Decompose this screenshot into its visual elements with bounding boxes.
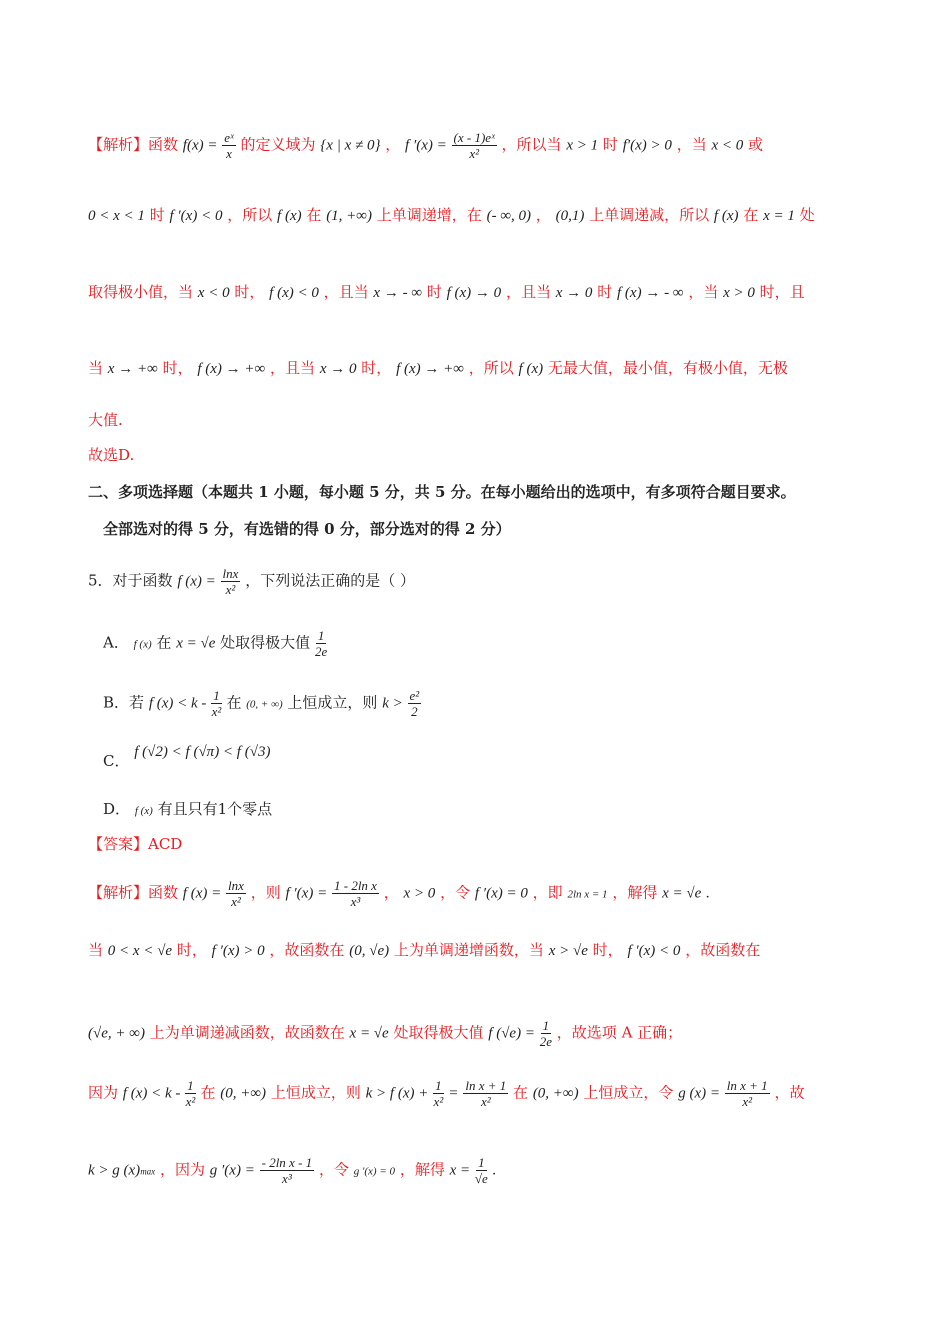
option-b: B．若 f (x) < k - $\frac{1}{\text{x²}}$ 在 (0, + ∞) 上恒成立，则 k > $\frac{\text{e²}}{2}$ (103, 688, 420, 719)
analysis2-line5: k > g (x)max ，因为 g ′(x) = $\frac{\text{- 2ln x - 1}}{\text{x³}}$ ，令 g ′(x) = 0 ，解得 x = $\frac{1}{√e}$ . (88, 1155, 497, 1186)
answer: 【答案】ACD (88, 835, 183, 853)
math-expr: x < 0 (711, 137, 744, 154)
analysis2-line1: 【解析】函数 f (x) = $\frac{\ln x}{\text{x²}}$ ，则 f ′(x) = $\frac{\text{1 - 2ln x}}{\text{x³}}$ ， x > 0 ，令 f ′(x) = 0 ，即 2ln x = 1 ，解得 x = √e . (88, 878, 710, 909)
fraction: $\frac{\ln x}{\text{x²}}$ (222, 566, 239, 597)
fraction: $\frac{\text{1 - 2ln x}}{\text{x³}}$ (333, 878, 377, 909)
fraction: $\frac{1}{2e}$ (314, 628, 328, 659)
math-expr: f′(x) > 0 (622, 137, 672, 154)
fraction: $\frac{\text{ln x + 1}}{\text{x²}}$ (726, 1078, 768, 1109)
analysis1-line4: 当 x → +∞ 时， f (x) → +∞ ，且当 x → 0 时， f (x) → +∞ ，所以 f (x) 无最大值，最小值，有极小值，无极 (88, 359, 788, 377)
fraction: $\frac{\text{eˣ}}{x}$ (224, 130, 234, 161)
analysis1-line2: 0 < x < 1 时 f ′(x) < 0 ，所以 f (x) 在 (1, +∞) 上单调递增，在 (- ∞, 0) ， (0,1) 上单调递减，所以 f (x) 在 x = 1 处 (88, 206, 815, 224)
option-d: D． f (x) 有且只有1个零点 (103, 800, 273, 818)
analysis2-line2: 当 0 < x < √e 时， f ′(x) > 0 ，故函数在 (0, √e) 上为单调递增函数，当 x > √e 时， f ′(x) < 0 ，故函数在 (88, 941, 761, 959)
analysis-label: 【解析】函数 (88, 135, 179, 154)
analysis2-line4: 因为 f (x) < k - $\frac{1}{\text{x²}}$ 在 (0, +∞) 上恒成立，则 k > f (x) + $\frac{1}{\text{x²}}$ = $\frac{\text{ln x + 1}}{\text{x²}}$ 在 (0, +∞) 上恒成立，令 g (x) = $\frac{\text{ln x + 1}}{\text{x²}}$ ，故 (88, 1078, 805, 1109)
analysis2-line3: (√e, + ∞) 上为单调递减函数，故函数在 x = √e 处取得极大值 f (√e) = $\frac{1}{2e}$ ，故选项 A 正确； (88, 1018, 683, 1049)
fraction: $\frac{\text{(x - 1)eˣ}}{\text{x²}}$ (453, 130, 495, 161)
answer-choice-line: 故选D. (88, 446, 135, 464)
analysis1-line1: 【解析】函数 f(x) = $\frac{\text{eˣ}}{x}$ 的定义域为 {x | x ≠ 0} ， f ′(x) = $\frac{\text{(x - 1)eˣ}}{\text{x²}}$ ，所以当 x > 1 时 f′(x) > 0 ，当 x < 0 或 (88, 130, 764, 161)
fraction: $\frac{1}{2e}$ (539, 1018, 553, 1049)
section-title: 二、多项选择题（本题共 1 小题，每小题 5 分，共 5 分。在每小题给出的选项中，有多项符合题目要求。 (88, 483, 796, 501)
option-c: C． f (√2) < f (√π) < f (√3) (103, 744, 271, 770)
fraction: $\frac{1}{\text{x²}}$ (185, 1078, 196, 1109)
section-subtitle: 全部选对的得 5 分，有选错的得 0 分，部分选对的得 2 分） (103, 520, 511, 538)
math-expr: {x | x ≠ 0} (320, 137, 381, 154)
math-expr: f(x) = (182, 137, 218, 154)
question-5-stem: 5．对于函数 f (x) = $\frac{\ln x}{\text{x²}}$ ，下列说法正确的是（ ） (88, 566, 415, 597)
fraction: $\frac{\text{ln x + 1}}{\text{x²}}$ (465, 1078, 507, 1109)
math-expr: x > 1 (566, 137, 599, 154)
fraction: $\frac{\text{- 2ln x - 1}}{\text{x³}}$ (261, 1155, 313, 1186)
fraction: $\frac{1}{√e}$ (474, 1155, 488, 1186)
fraction: $\frac{1}{\text{x²}}$ (433, 1078, 444, 1109)
fraction: $\frac{\text{e²}}{2}$ (409, 688, 420, 719)
fraction: $\frac{1}{\text{x²}}$ (211, 688, 222, 719)
option-a: A． f (x) 在 x = √e 处取得极大值 $\frac{1}{2e}$ (103, 628, 328, 659)
fraction: $\frac{\ln x}{\text{x²}}$ (228, 878, 244, 909)
analysis1-line5: 大值. (88, 411, 123, 429)
analysis1-line3: 取得极小值，当 x < 0 时， f (x) < 0 ，且当 x → - ∞ 时 f (x) → 0 ，且当 x → 0 时 f (x) → - ∞ ，当 x > 0 时，且 (88, 283, 805, 301)
math-expr: f ′(x) = (405, 137, 447, 154)
